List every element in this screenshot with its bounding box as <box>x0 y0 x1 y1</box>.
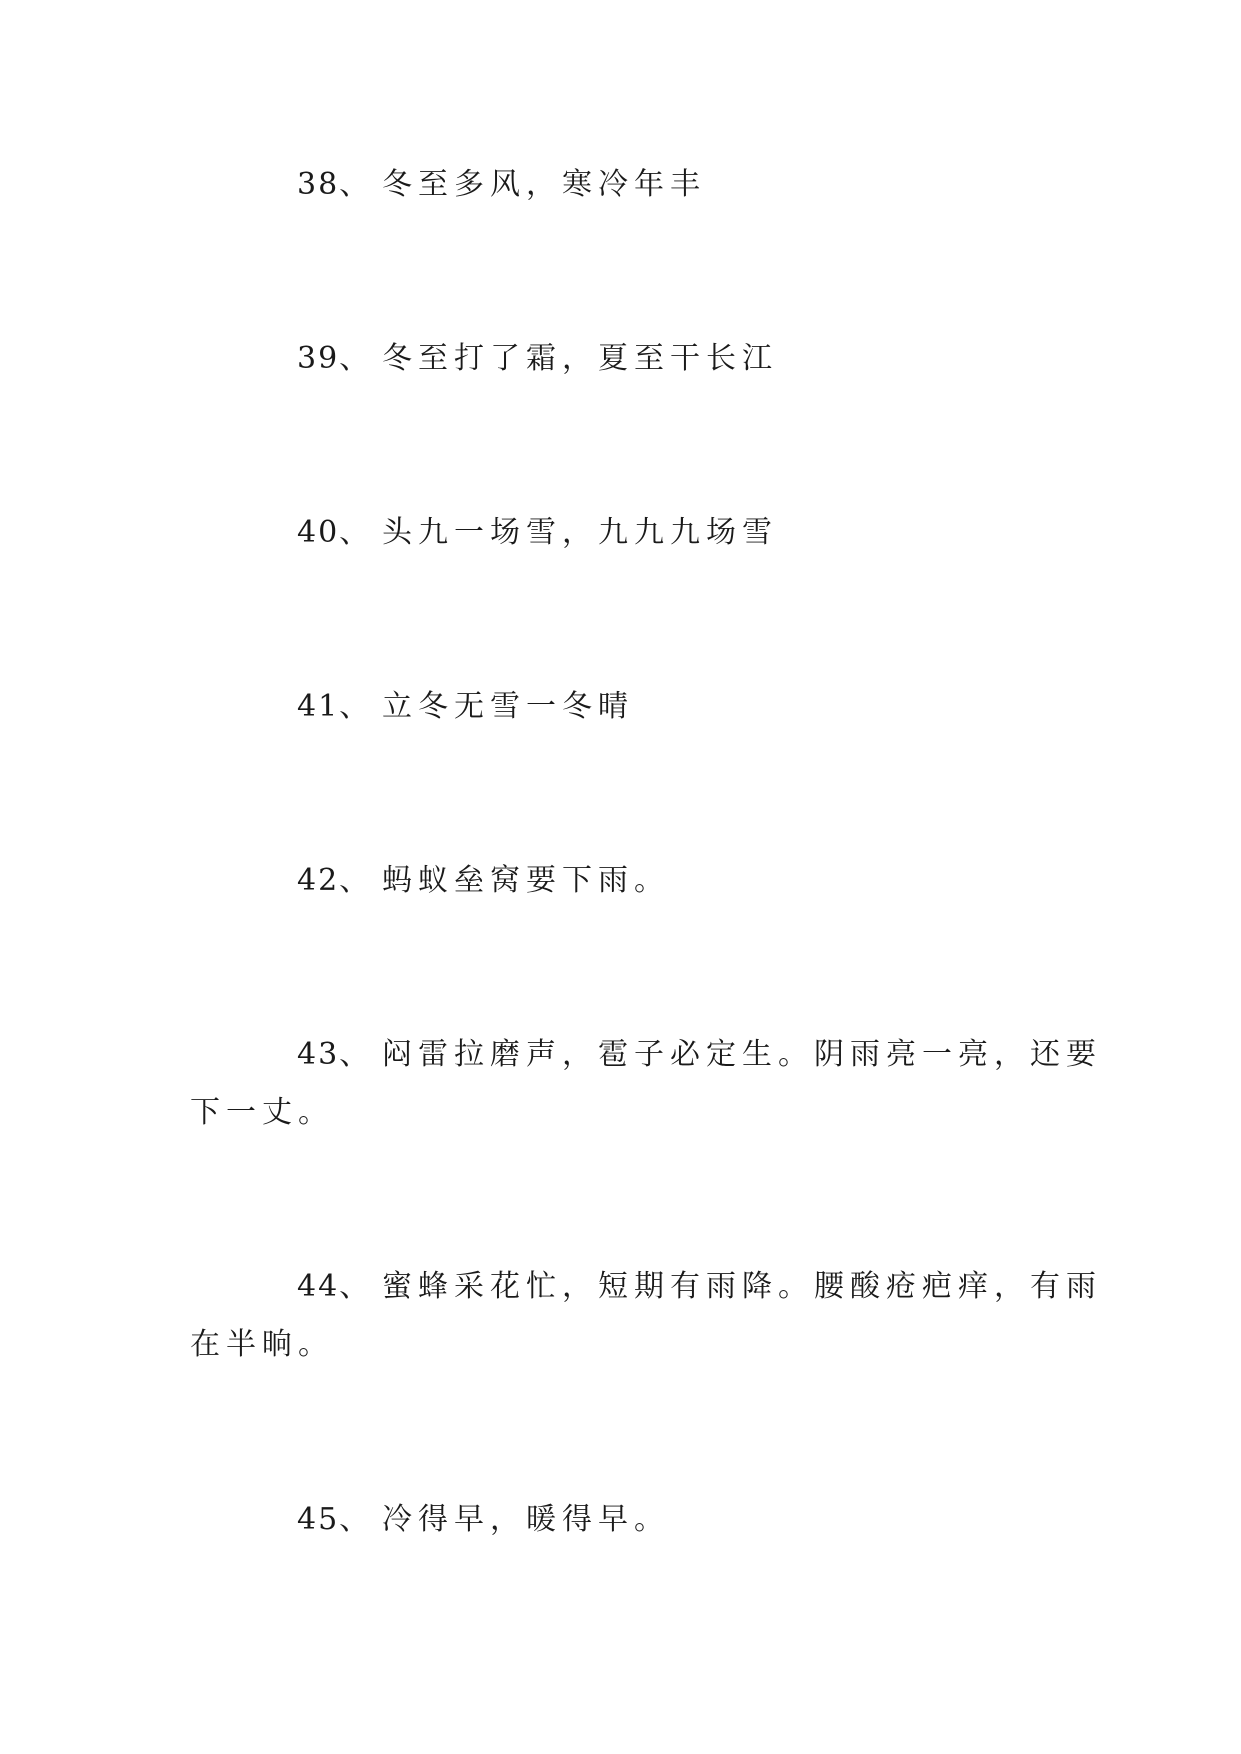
item-number: 38、 <box>297 167 372 202</box>
item-text: 闷雷拉磨声，雹子必定生。阴雨亮一亮，还要 <box>382 1037 1102 1072</box>
item-line <box>190 852 1050 910</box>
item-text: 蚂蚁垒窝要下雨。 <box>382 863 670 898</box>
item-text: 头九一场雪，九九九场雪 <box>382 515 778 550</box>
item-number: 39、 <box>297 341 372 376</box>
item-text: 冬至多风，寒冷年丰 <box>382 167 706 202</box>
item-number: 43、 <box>297 1037 372 1072</box>
list-item <box>190 504 1050 562</box>
item-line <box>190 1026 1102 1084</box>
item-number: 40、 <box>297 515 372 550</box>
list-item <box>190 1491 1050 1549</box>
list-item <box>190 1258 1102 1374</box>
item-text: 立冬无雪一冬晴 <box>382 689 634 724</box>
item-number: 41、 <box>297 689 372 724</box>
item-text: 蜜蜂采花忙，短期有雨降。腰酸疮疤痒，有雨 <box>382 1269 1102 1304</box>
item-line <box>190 1491 1050 1549</box>
item-number: 45、 <box>297 1502 372 1537</box>
item-number: 42、 <box>297 863 372 898</box>
item-line-continued: 下一丈。 <box>190 1095 334 1130</box>
list-item <box>190 330 1050 388</box>
item-line <box>190 678 1050 736</box>
item-line <box>190 156 1050 214</box>
item-line <box>190 330 1050 388</box>
item-text: 冷得早，暖得早。 <box>382 1502 670 1537</box>
list-item <box>190 678 1050 736</box>
list-item <box>190 156 1050 214</box>
item-line-continued: 在半晌。 <box>190 1327 334 1362</box>
list-item <box>190 852 1050 910</box>
item-number: 44、 <box>297 1269 372 1304</box>
item-text: 冬至打了霜，夏至干长江 <box>382 341 778 376</box>
item-line <box>190 1258 1102 1316</box>
item-line <box>190 504 1050 562</box>
list-item <box>190 1026 1102 1142</box>
